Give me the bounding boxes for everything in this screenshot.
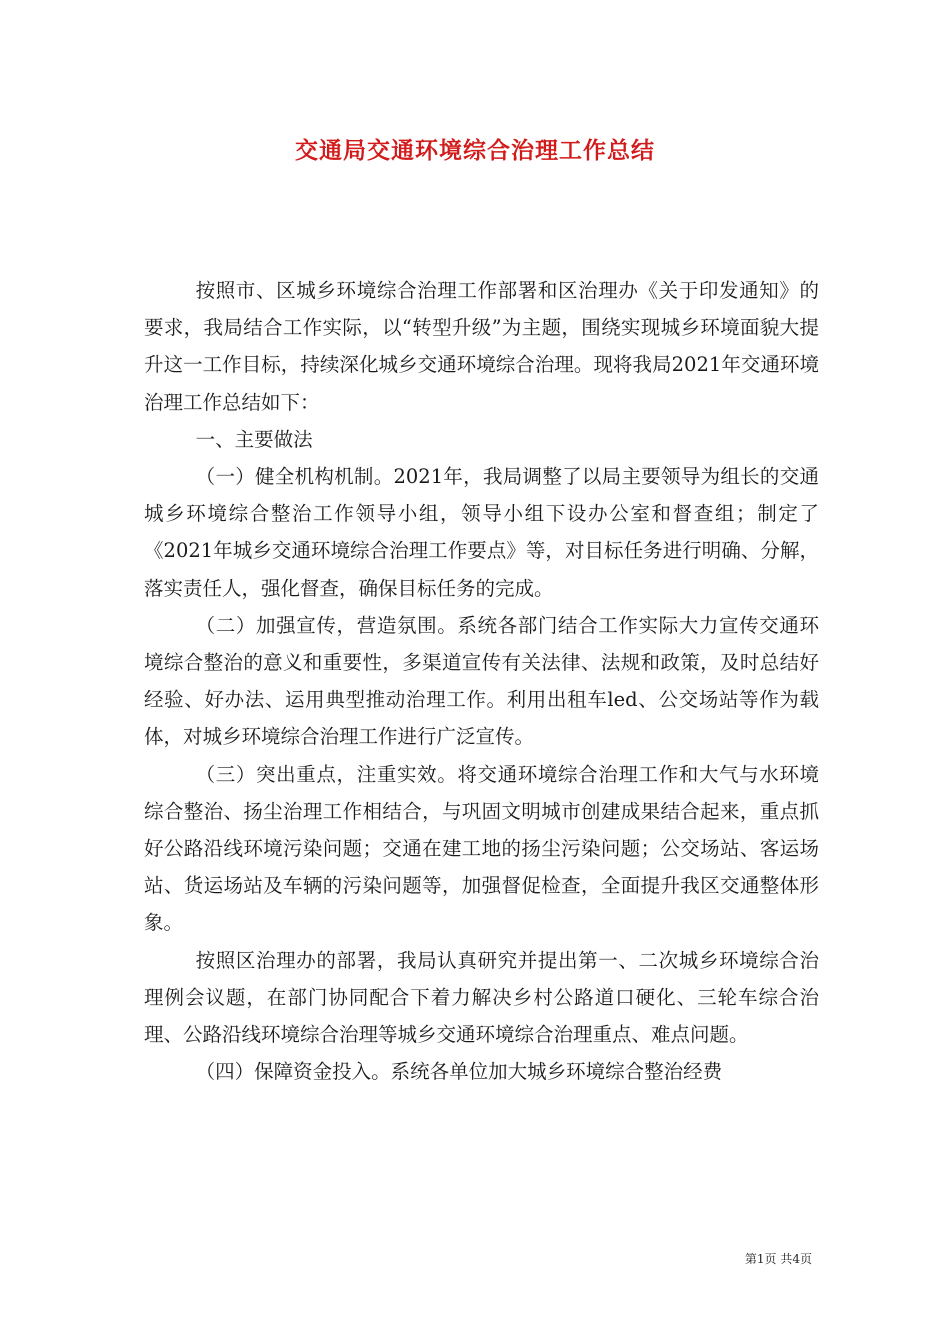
intro-paragraph: 按照市、区城乡环境综合治理工作部署和区治理办《关于印发通知》的要求，我局结合工作实际，以“转型升级”为主题，围绕实现城乡环境面貌大提升这一工作目标，持续深化城乡交通环境综合治理。现将我局2021年交通环境治理工作总结如下： <box>144 279 819 414</box>
paragraph-item-4: （四）保障资金投入。系统各单位加大城乡环境综合整治经费 <box>195 1060 723 1084</box>
paragraph-deployment: 按照区治理办的部署，我局认真研究并提出第一、二次城乡环境综合治理例会议题，在部门协同配合下着力解决乡村公路道口硬化、三轮车综合治理、公路沿线环境综合治理等城乡交通环境综合治理重点、难点问题。 <box>144 948 819 1047</box>
section-heading: 一、主要做法 <box>195 427 313 451</box>
paragraph-item-1: （一）健全机构机制。2021年，我局调整了以局主要领导为组长的交通城乡环境综合整治工作领导小组，领导小组下设办公室和督查组；制定了《2021年城乡交通环境综合治理工作要点》等，对目标任务进行明确、分解，落实责任人，强化督查，确保目标任务的完成。 <box>144 465 819 600</box>
document-title: 交通局交通环境综合治理工作总结 <box>295 137 655 164</box>
document-body <box>144 272 819 1090</box>
page-number: 第1页 共4页 <box>744 1252 812 1266</box>
paragraph-item-3: （三）突出重点，注重实效。将交通环境综合治理工作和大气与水环境综合整治、扬尘治理工作相结合，与巩固文明城市创建成果结合起来，重点抓好公路沿线环境污染问题；交通在建工地的扬尘污染问题；公交场站、客运场站、货运场站及车辆的污染问题等，加强督促检查，全面提升我区交通整体形象。 <box>144 762 819 935</box>
paragraph-item-2: （二）加强宣传，营造氛围。系统各部门结合工作实际大力宣传交通环境综合整治的意义和重要性，多渠道宣传有关法律、法规和政策，及时总结好经验、好办法、运用典型推动治理工作。利用出租车led、公交场站等作为载体，对城乡环境综合治理工作进行广泛宣传。 <box>144 613 819 749</box>
